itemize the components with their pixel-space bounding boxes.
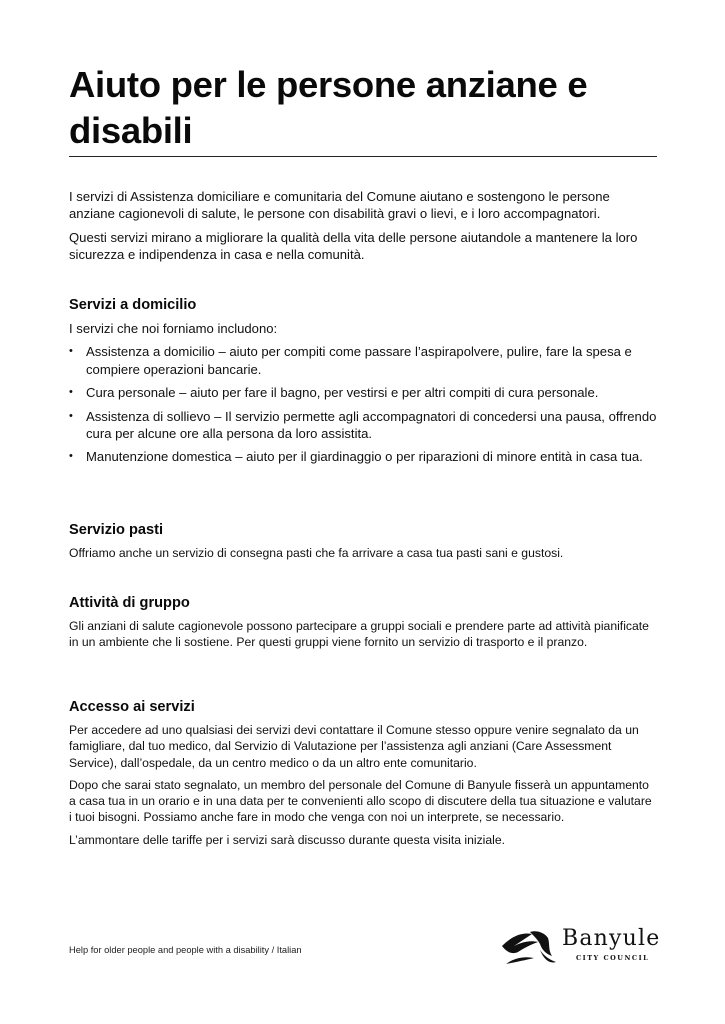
footer-text: Help for older people and people with a disability / Italian [69, 945, 302, 955]
access-paragraph-3: L’ammontare delle tariffe per i servizi sarà discusso durante questa visita iniziale. [69, 832, 506, 847]
meals-section [69, 521, 657, 561]
group-text: Gli anziani di salute cagionevole possono partecipare a gruppi sociali e prendere parte ad attività pianificate in un ambiente che li sostiene. Per questi gruppi viene fornito un servizio di trasporto e il pranzo. [69, 619, 649, 650]
bird-logo-icon [500, 924, 558, 970]
intro-paragraph-1: I servizi di Assistenza domiciliare e comunitaria del Comune aiutano e sostengono le persone anziane cagionevoli di salute, le persone con disabilità gravi o lievi, e i loro accompagnatori. [69, 189, 610, 222]
logo-subtitle: CITY COUNCIL [576, 954, 650, 962]
access-heading: Accesso ai servizi [69, 699, 195, 715]
meals-heading: Servizio pasti [69, 522, 164, 538]
logo-name: Banyule [562, 926, 661, 951]
group-section [69, 594, 657, 651]
intro-section [69, 188, 657, 264]
group-heading: Attività di gruppo [69, 595, 190, 611]
home-services-list [69, 343, 657, 465]
meals-text: Offriamo anche un servizio di consegna pasti che fa arrivare a casa tua pasti sani e gustosi. [69, 546, 564, 560]
page-title: Aiuto per le persone anziane e disabili [69, 64, 588, 151]
access-section [69, 698, 657, 848]
home-services-heading: Servizi a domicilio [69, 297, 197, 313]
intro-paragraph-2: Questi servizi mirano a migliorare la qualità della vita delle persone aiutandole a mantenere la loro sicurezza e indipendenza in casa e nella comunità. [69, 229, 638, 263]
access-paragraph-1: Per accedere ad uno qualsiasi dei servizi devi contattare il Comune stesso oppure venire segnalato da un famigliare, dal tuo medico, dal Servizio di Valutazione per l’assistenza agli anziani (Care Assessment Service), dall’ospedale, da un centro medico o da un altro ente comunitario. [69, 723, 639, 770]
list-item: • Manutenzione domestica – aiuto per il giardinaggio o per riparazioni di minore entità in casa tua. [69, 448, 657, 465]
banyule-logo [500, 924, 660, 972]
list-item: • Assistenza a domicilio – aiuto per compiti come passare l’aspirapolvere, pulire, fare la spesa e compiere operazioni bancarie. [69, 343, 657, 378]
access-paragraph-2: Dopo che sarai stato segnalato, un membro del personale del Comune di Banyule fisserà un appuntamento a casa tua in un orario e in una data per te convenienti allo scopo di discutere della tua situazione e valutare i tuoi bisogni. Possiamo anche fare in modo che venga con noi un interprete, se necessario. [69, 777, 652, 825]
list-item: • Cura personale – aiuto per fare il bagno, per vestirsi e per altri compiti di cura personale. [69, 384, 657, 401]
home-services-lead: I servizi che noi forniamo includono: [69, 321, 278, 336]
home-services-section [69, 296, 657, 472]
list-item: • Assistenza di sollievo – Il servizio permette agli accompagnatori di concedersi una pausa, offrendo cura per alcune ore alla persona da loro assistita. [69, 408, 657, 443]
title-divider [69, 156, 657, 157]
